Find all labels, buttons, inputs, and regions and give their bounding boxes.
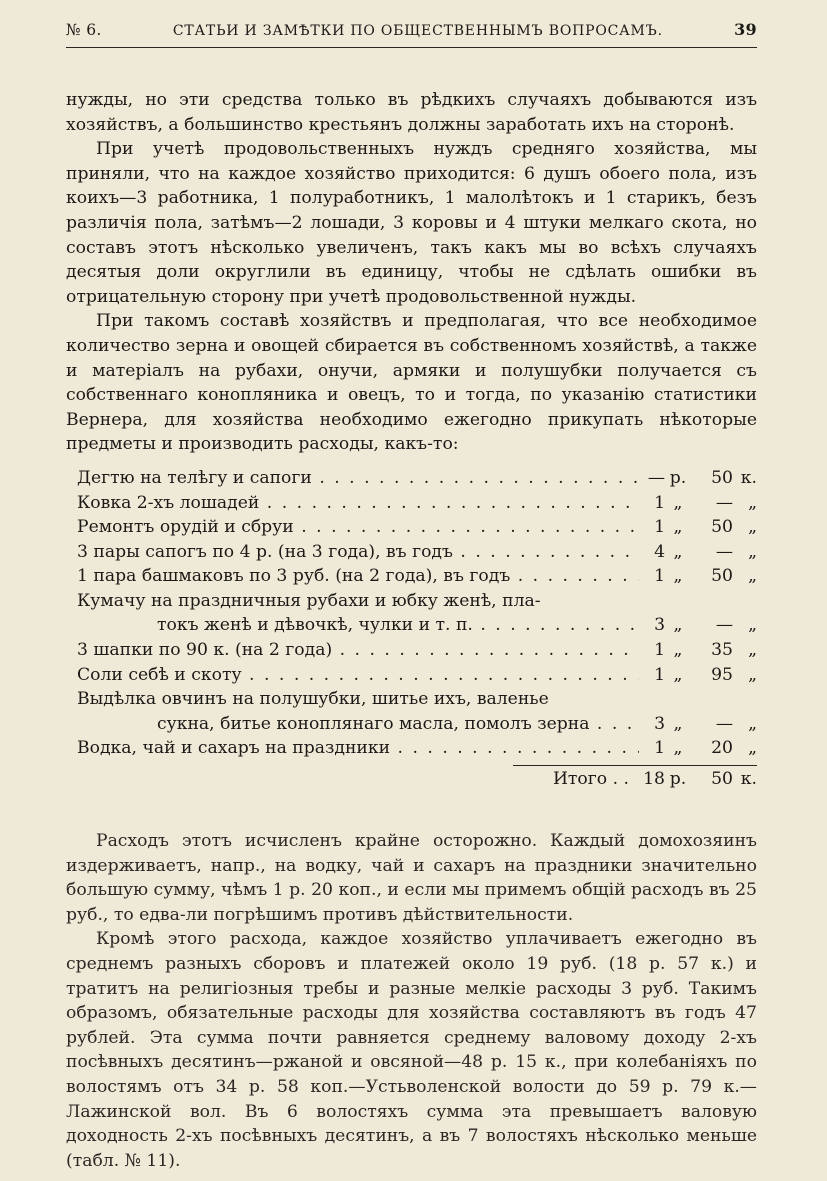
expense-rub: — bbox=[647, 467, 665, 488]
rub-sign: „ bbox=[673, 615, 683, 636]
expense-kop: 35 bbox=[711, 640, 733, 661]
rub-sign: „ bbox=[673, 541, 683, 562]
kop-sign: „ bbox=[748, 492, 757, 513]
expense-row bbox=[77, 613, 757, 638]
expense-row bbox=[77, 564, 757, 589]
expense-row-head bbox=[77, 687, 757, 712]
expense-rub: 1 bbox=[654, 738, 665, 759]
expense-kop: 50 bbox=[711, 566, 733, 587]
expense-label-cont: сукна, битье коноплянаго масла, помолъ зерна bbox=[157, 713, 590, 734]
expense-row-head bbox=[77, 589, 757, 614]
expense-rub: 3 bbox=[654, 615, 665, 636]
expense-kop: — bbox=[715, 541, 733, 562]
section-title: СТАТЬИ И ЗАМѢТКИ ПО ОБЩЕСТВЕННЫМЪ ВОПРОСАМЪ. bbox=[172, 23, 663, 39]
expense-row bbox=[77, 466, 757, 491]
total-kop: 50 bbox=[711, 769, 733, 790]
expense-label: Ковка 2-хъ лошадей bbox=[77, 492, 260, 513]
kop-sign: к. bbox=[740, 467, 757, 488]
kop-sign: „ bbox=[748, 664, 757, 685]
page-number: 39 bbox=[734, 20, 757, 39]
expense-label: Дегтю на телѣгу и сапоги bbox=[77, 467, 312, 488]
expense-row bbox=[77, 515, 757, 540]
expense-row bbox=[77, 638, 757, 663]
expense-label: 3 пары сапогъ по 4 р. (на 3 года), въ годъ bbox=[77, 541, 453, 562]
kop-sign: „ bbox=[748, 738, 757, 759]
paragraph-3: При такомъ составѣ хозяйствъ и предполагая, что все необходимое количество зерна и овощей сбирается въ собственномъ хозяйствѣ, а также и матеріалъ на рубахи, онучи, армяки и полушубки получается съ собственнаго конопляника и овецъ, то и тогда, по указанію статистики Вернера, для хозяйства необходимо ежегодно прикупать нѣкоторые предметы и производить расходы, какъ-то: bbox=[66, 311, 757, 455]
total-row bbox=[77, 765, 757, 791]
kop-sign: к. bbox=[740, 769, 757, 790]
rub-sign: „ bbox=[673, 713, 683, 734]
rub-sign: р. bbox=[669, 467, 687, 488]
expense-kop: 50 bbox=[711, 517, 733, 538]
expense-row bbox=[77, 736, 757, 761]
expense-row bbox=[77, 491, 757, 516]
paragraph-5: Кромѣ этого расхода, каждое хозяйство уплачиваетъ ежегодно въ среднемъ разныхъ сборовъ и платежей около 19 руб. (18 р. 57 к.) и тратитъ на религіозныя требы и разные мелкіе расходы 3 руб. Такимъ образомъ, обязательные расходы для хозяйства составляютъ въ годъ 47 рублей. Эта сумма почти равняется среднему валовому доходу 2-хъ посѣвныхъ десятинъ—ржаной и овсяной—48 р. 15 к., при колебаніяхъ по волостямъ отъ 34 р. 58 коп.—Устьволенской волости до 59 р. 79 к.—Лажинской вол. Въ 6 волостяхъ сумма эта превышаетъ валовую доходность 2-хъ посѣвныхъ десятинъ, а въ 7 волостяхъ нѣсколько меньше (табл. № 11). bbox=[66, 929, 757, 1171]
expense-label: Выдѣлка овчинъ на полушубки, шитье ихъ, валенье bbox=[77, 689, 549, 710]
expense-list bbox=[77, 466, 757, 761]
expense-rub: 1 bbox=[654, 566, 665, 587]
expense-kop: — bbox=[715, 492, 733, 513]
rub-sign: „ bbox=[673, 664, 683, 685]
expense-row bbox=[77, 540, 757, 565]
total-rub: 18 bbox=[643, 769, 665, 790]
expense-kop: — bbox=[715, 615, 733, 636]
expense-label: 3 шапки по 90 к. (на 2 года) bbox=[77, 640, 333, 661]
running-header bbox=[66, 20, 757, 48]
kop-sign: „ bbox=[748, 566, 757, 587]
expense-rub: 1 bbox=[654, 640, 665, 661]
total-label: Итого . . bbox=[552, 769, 629, 790]
rub-sign: р. bbox=[669, 769, 687, 790]
expense-rub: 3 bbox=[654, 713, 665, 734]
expense-label: Соли себѣ и скоту bbox=[77, 664, 242, 685]
kop-sign: „ bbox=[748, 517, 757, 538]
rub-sign: „ bbox=[673, 566, 683, 587]
expense-label: 1 пара башмаковъ по 3 руб. (на 2 года), въ годъ bbox=[77, 566, 511, 587]
paragraph-2: При учетѣ продовольственныхъ нуждъ средняго хозяйства, мы приняли, что на каждое хозяйство приходится: 6 душъ обоего пола, изъ коихъ—3 работника, 1 полуработникъ, 1 малолѣтокъ и 1 старикъ, безъ различія пола, затѣмъ—2 лошади, 3 коровы и 4 штуки мелкаго скота, но составъ этотъ нѣсколько увеличенъ, такъ какъ мы во всѣхъ случаяхъ десятыя доли округлили въ единицу, чтобы не сдѣлать ошибки въ отрицательную сторону при учетѣ продовольственной нужды. bbox=[66, 139, 757, 307]
expense-rub: 1 bbox=[654, 492, 665, 513]
rub-sign: „ bbox=[673, 738, 683, 759]
expense-kop: 20 bbox=[711, 738, 733, 759]
expense-label: Водка, чай и сахаръ на праздники bbox=[77, 738, 391, 759]
paragraph-4: Расходъ этотъ исчисленъ крайне осторожно. Каждый домохозяинъ издерживаетъ, напр., на водку, чай и сахаръ на праздники значительно большую сумму, чѣмъ 1 р. 20 коп., и если мы примемъ общій расходъ въ 25 руб., то едва-ли погрѣшимъ противъ дѣйствительности. bbox=[66, 831, 757, 925]
kop-sign: „ bbox=[748, 615, 757, 636]
expense-label-cont: токъ женѣ и дѣвочкѣ, чулки и т. п. bbox=[157, 615, 473, 636]
rub-sign: „ bbox=[673, 640, 683, 661]
expense-rub: 4 bbox=[654, 541, 665, 562]
expense-row bbox=[77, 712, 757, 737]
rub-sign: „ bbox=[673, 517, 683, 538]
kop-sign: „ bbox=[748, 541, 757, 562]
expense-kop: 50 bbox=[711, 467, 733, 488]
expense-row bbox=[77, 663, 757, 688]
kop-sign: „ bbox=[748, 713, 757, 734]
expense-kop: — bbox=[715, 713, 733, 734]
expense-rub: 1 bbox=[654, 517, 665, 538]
expense-label: Кумачу на праздничныя рубахи и юбку женѣ, пла- bbox=[77, 590, 541, 611]
paragraph-1: нужды, но эти средства только въ рѣдкихъ случаяхъ добываются изъ хозяйствъ, а большинство крестьянъ должны заработать ихъ на сторонѣ. bbox=[66, 90, 757, 135]
expense-kop: 95 bbox=[711, 664, 733, 685]
expense-rub: 1 bbox=[654, 664, 665, 685]
issue-number: № 6. bbox=[66, 21, 102, 39]
rub-sign: „ bbox=[673, 492, 683, 513]
kop-sign: „ bbox=[748, 640, 757, 661]
expense-label: Ремонтъ орудій и сбруи bbox=[77, 517, 294, 538]
